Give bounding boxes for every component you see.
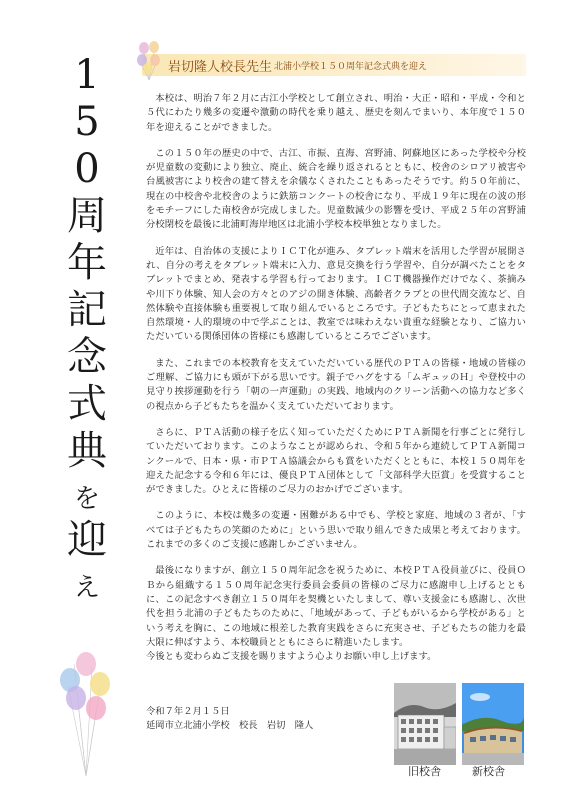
title-char: え (73, 573, 100, 603)
paragraph: この１５０年の歴史の中で、古江、市振、直海、宮野浦、阿蘇地区にあった学校や分校が児童数の変動により独立、廃止、統合を繰り返されるとともに、校舎のシロアリ被害や台風被害により校舎の建て替えを余儀なくされたこともあったそうです。約５０年前に、現在の中校舎や北校舎のように鉄筋コンクートの校舎になり、平成１９年に現在の波の形をモチーフにした南校舎が完成しました。児童数減少の影響を受け、平成２５年の宮野浦分校閉校を最後に北浦町海岸地区は北浦小学校本校単独となりました。 (146, 147, 526, 231)
paragraph: このように、本校は幾多の変遷・困難がある中でも、学校と家庭、地域の３者が、「すべては子どもたちの笑顔のために」という思いで取り組んできた成果と考えております。これまでの多くのご支援に感謝しかございません。 (146, 510, 526, 551)
title-char: 典 (67, 428, 107, 474)
message-body (146, 92, 526, 664)
signature-date: 令和７年２月１５日 (146, 706, 230, 717)
old-school-caption: 旧校舎 (408, 765, 441, 778)
title-char: 周 (67, 193, 107, 239)
principal-name: 岩切隆人校長先生 (168, 60, 273, 75)
vertical-title (62, 52, 112, 606)
balloons-icon (134, 40, 164, 84)
new-school-photo (462, 683, 524, 765)
title-char: 5 (74, 99, 100, 145)
paragraph: さらに、ＰＴＡ活動の様子を広く知っていただくためにＰＴＡ新聞を行事ごとに発行していただいております。このようなことが認められ、令和５年から連続してＰＴＡ新聞コンクールで、日本・県・市ＰＴＡ協議会からも賞をいただくとともに、本校１５０周年を迎えた記念する令和６年には、優良ＰＴＡ団体として「文部科学大臣賞」を受賞することができました。ひとえに皆様のご尽力のおかげでございます。 (146, 426, 526, 496)
title-char: を (73, 484, 100, 514)
new-school-caption: 新校舎 (472, 765, 505, 778)
signature (146, 705, 313, 733)
title-char: 念 (67, 334, 107, 380)
old-school-photo (394, 683, 456, 765)
paragraph: 最後になりますが、創立１５０周年記念を祝うために、本校ＰＴＡ役員並びに、役員ＯＢから組織する１５０周年記念実行委員会委員の皆様のご尽力に感謝申し上げるとともに、この記念すべき創立１５０周年を契機といたしまして、尊い支援金にも感謝し、次世代を担う北浦の子どもたちのために、「地域があって、子どもがいるから学校がある」という考えを胸に、この地域に根差した教育実践をさらに充実させ、子どもたちの能力を最大限に伸ばすよう、本校職員とともにさらに精進いたします。 今後とも変わらぬご支援を賜りますよう心よりお願い申し上げます。 (146, 565, 526, 663)
balloons-icon (56, 650, 112, 780)
signature-author: 延岡市立北浦小学校 校長 岩切 隆人 (146, 720, 314, 731)
title-char: 0 (74, 146, 100, 192)
header-bar (142, 54, 526, 76)
title-char: 式 (67, 381, 107, 427)
title-char: 記 (67, 287, 107, 333)
header-subtitle: 北浦小学校１５０周年記念式典を迎え (274, 62, 428, 72)
title-char: 迎 (67, 517, 107, 563)
paragraph: 本校は、明治７年２月に古江小学校として創立され、明治・大正・昭和・平成・令和と５代にわたり幾多の変遷や激動の時代を乗り越え、歴史を刻んでまいり、本年度で１５０年を迎えることができました。 (146, 93, 526, 133)
title-char: 1 (74, 52, 100, 98)
paragraph: 近年は、自治体の支援によりＩＣＴ化が進み、タブレット端末を活用した学習が展開され、自分の考えをタブレット端末に入力、意見交換を行う学習や、自分が調べたことをタブレットでまとめ、発表する学習も行っております。ＩＣＴ機器操作だけでなく、茶摘みや川下り体験、知人会の方々とのアジの開き体験、高齢者クラブとの世代間交流など、自然体験や直接体験も重要視して取り組んでいるところです。子どもたちにとって恵まれた自然環境・人的環境の中で学ぶことは、教室では味わえない貴重な経験となり、ご協力いただいている関係団体の皆様にも感謝しているところでございます。 (146, 245, 526, 343)
paragraph: また、これまでの本校教育を支えていただいている歴代のＰＴＡの皆様・地域の皆様のご理解、ご協力にも頭が下がる思いです。親子でハグをする「ムギュッのＨ」や登校中の見守り挨拶運動を行う「朝の一声運動」の実践、地域内のクリーン活動への協力など多くの視点から子どもたちを温かく支えていただいております。 (146, 357, 526, 412)
title-char: 年 (67, 240, 107, 286)
